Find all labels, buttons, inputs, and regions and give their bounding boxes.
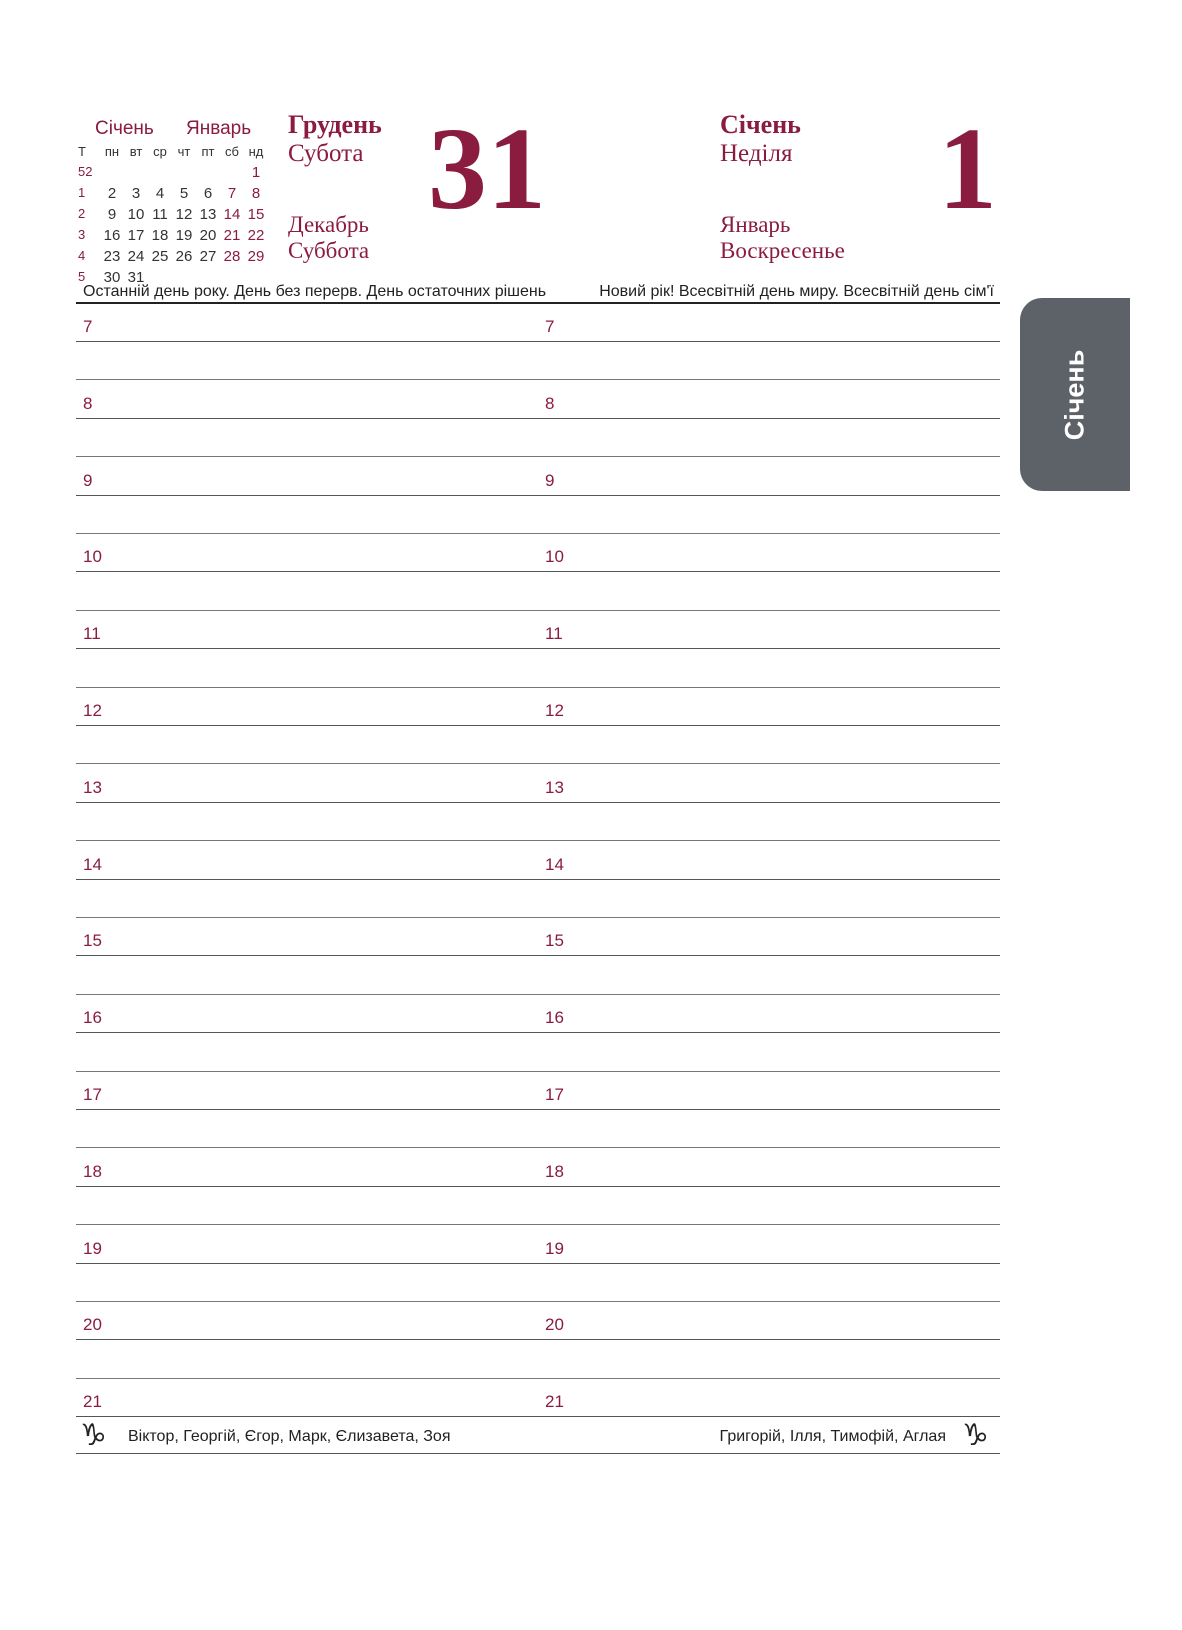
half-hour-line [76, 533, 1000, 534]
left-hour-label: 10 [83, 547, 102, 567]
half-hour-line [76, 456, 1000, 457]
mini-calendar-day: 26 [175, 248, 193, 265]
left-day-number: 31 [428, 103, 546, 234]
mini-calendar-weekday: сб [225, 144, 239, 159]
mini-calendar-week-number: 3 [78, 227, 86, 242]
mini-calendar-day: 23 [103, 248, 121, 265]
mini-calendar-weekday: пт [201, 144, 215, 159]
mini-calendar-day: 17 [127, 227, 145, 244]
mini-calendar-day: 12 [175, 206, 193, 223]
hour-line [76, 1186, 1000, 1187]
right-hour-label: 12 [545, 701, 564, 720]
hour-line [76, 1263, 1000, 1264]
right-hour-label: 19 [545, 1238, 564, 1258]
left-month-ua: Грудень [288, 110, 382, 139]
mini-calendar-day: 10 [127, 206, 145, 223]
right-hour-label: 8 [545, 393, 555, 413]
mini-calendar-month-ua: Січень [95, 118, 154, 139]
right-day-number: 1 [938, 103, 997, 234]
half-hour-line [76, 1378, 1000, 1379]
mini-calendar-weekday: Т [78, 144, 86, 159]
mini-calendar-day: 24 [127, 248, 145, 265]
half-hour-line [76, 840, 1000, 841]
mini-calendar-day: 3 [131, 185, 141, 202]
hour-line [76, 648, 1000, 649]
mini-calendar-day: 15 [247, 206, 265, 223]
hour-line [76, 955, 1000, 956]
mini-calendar-weekday: чт [177, 144, 191, 159]
half-hour-line [76, 917, 1000, 918]
hour-line [76, 725, 1000, 726]
mini-calendar-day: 9 [107, 206, 117, 223]
month-tab-label: Січень [1059, 349, 1090, 440]
right-month-ru: Январь [720, 212, 791, 237]
right-day-note: Новий рік! Всесвітній день миру. Всесвітній день сім'ї [599, 283, 994, 300]
left-hour-label: 8 [83, 393, 93, 413]
mini-calendar-day: 18 [151, 227, 169, 244]
capricorn-icon: ♑ [80, 1419, 107, 1452]
right-hour-label: 14 [545, 854, 564, 874]
hour-line [76, 1109, 1000, 1110]
left-hour-label: 13 [83, 777, 102, 797]
mini-calendar-day: 7 [227, 185, 237, 202]
left-hour-label: 20 [83, 1315, 102, 1335]
right-hour-label: 7 [545, 317, 555, 336]
left-hour-label: 11 [83, 624, 101, 644]
half-hour-line [76, 763, 1000, 764]
half-hour-line [76, 1071, 1000, 1072]
header-divider [76, 302, 1000, 304]
mini-calendar-day: 29 [247, 248, 265, 265]
half-hour-line [76, 379, 1000, 380]
left-month-ru: Декабрь [288, 212, 369, 237]
right-hour-label: 17 [545, 1085, 564, 1104]
right-hour-label: 18 [545, 1161, 564, 1181]
mini-calendar-day: 14 [223, 206, 241, 223]
half-hour-line [76, 1147, 1000, 1148]
hour-line [76, 802, 1000, 803]
left-hour-label: 15 [83, 931, 102, 951]
left-hour-label: 17 [83, 1085, 102, 1104]
right-hour-label: 9 [545, 470, 555, 490]
left-hour-label: 7 [83, 317, 93, 336]
right-weekday-ru: Воскресенье [720, 238, 845, 263]
hour-line [76, 1416, 1000, 1417]
hour-line [76, 879, 1000, 880]
mini-calendar-day: 16 [103, 227, 121, 244]
right-hour-label: 13 [545, 777, 564, 797]
right-hour-label: 10 [545, 547, 564, 567]
mini-calendar-day: 8 [251, 185, 261, 202]
footer-line [76, 1453, 1000, 1454]
mini-calendar-day: 5 [179, 185, 189, 202]
mini-calendar-weekday: пн [104, 144, 120, 159]
mini-calendar-day: 31 [127, 269, 145, 286]
hour-line [76, 495, 1000, 496]
mini-calendar-day: 27 [199, 248, 217, 265]
mini-calendar-day: 4 [155, 185, 165, 202]
left-weekday-ua: Субота [288, 140, 364, 167]
right-weekday-ua: Неділя [720, 140, 793, 167]
left-hour-label: 21 [83, 1392, 102, 1412]
mini-calendar-day: 19 [175, 227, 193, 244]
left-hour-label: 12 [83, 701, 102, 720]
left-name-days: Віктор, Георгій, Єгор, Марк, Єлизавета, Зоя [128, 1428, 451, 1445]
right-hour-label: 20 [545, 1315, 564, 1335]
mini-calendar-day: 22 [247, 227, 265, 244]
hour-line [76, 1339, 1000, 1340]
right-hour-label: 16 [545, 1008, 564, 1028]
right-name-days: Григорій, Ілля, Тимофій, Аглая [719, 1428, 946, 1445]
hour-line [76, 418, 1000, 419]
mini-calendar-day: 28 [223, 248, 241, 265]
mini-calendar-month-ru: Январь [186, 118, 252, 139]
mini-calendar-week-number: 2 [78, 206, 86, 221]
right-hour-label: 21 [545, 1392, 564, 1412]
mini-calendar [78, 118, 278, 298]
left-hour-label: 9 [83, 470, 93, 490]
mini-calendar-day: 25 [151, 248, 169, 265]
half-hour-line [76, 1301, 1000, 1302]
mini-calendar-day: 1 [251, 164, 261, 181]
mini-calendar-day: 11 [152, 206, 168, 223]
mini-calendar-weekday: ср [153, 144, 167, 159]
left-weekday-ru: Суббота [288, 238, 370, 263]
mini-calendar-week-number: 52 [78, 164, 93, 179]
mini-calendar-day: 30 [103, 269, 121, 286]
hour-line [76, 1032, 1000, 1033]
mini-calendar-day: 13 [199, 206, 217, 223]
half-hour-line [76, 610, 1000, 611]
left-hour-label: 16 [83, 1008, 102, 1028]
right-hour-label: 11 [545, 624, 563, 644]
capricorn-icon: ♑ [962, 1419, 989, 1452]
half-hour-line [76, 687, 1000, 688]
right-month-ua: Січень [720, 110, 801, 139]
mini-calendar-week-number: 4 [78, 248, 86, 263]
mini-calendar-day: 21 [223, 227, 241, 244]
mini-calendar-day: 20 [199, 227, 217, 244]
hour-line [76, 341, 1000, 342]
hour-line [76, 571, 1000, 572]
mini-calendar-week-number: 5 [78, 269, 86, 284]
left-hour-label: 18 [83, 1161, 102, 1181]
half-hour-line [76, 1224, 1000, 1225]
left-hour-label: 19 [83, 1238, 102, 1258]
mini-calendar-day: 2 [107, 185, 117, 202]
half-hour-line [76, 994, 1000, 995]
mini-calendar-day: 6 [203, 185, 213, 202]
month-tab[interactable] [1020, 298, 1130, 491]
right-hour-label: 15 [545, 931, 564, 951]
left-hour-label: 14 [83, 854, 102, 874]
left-day-note: Останній день року. День без перерв. День остаточних рішень [83, 283, 547, 300]
mini-calendar-week-number: 1 [78, 185, 86, 200]
mini-calendar-weekday: вт [129, 144, 143, 159]
mini-calendar-weekday: нд [248, 144, 264, 159]
